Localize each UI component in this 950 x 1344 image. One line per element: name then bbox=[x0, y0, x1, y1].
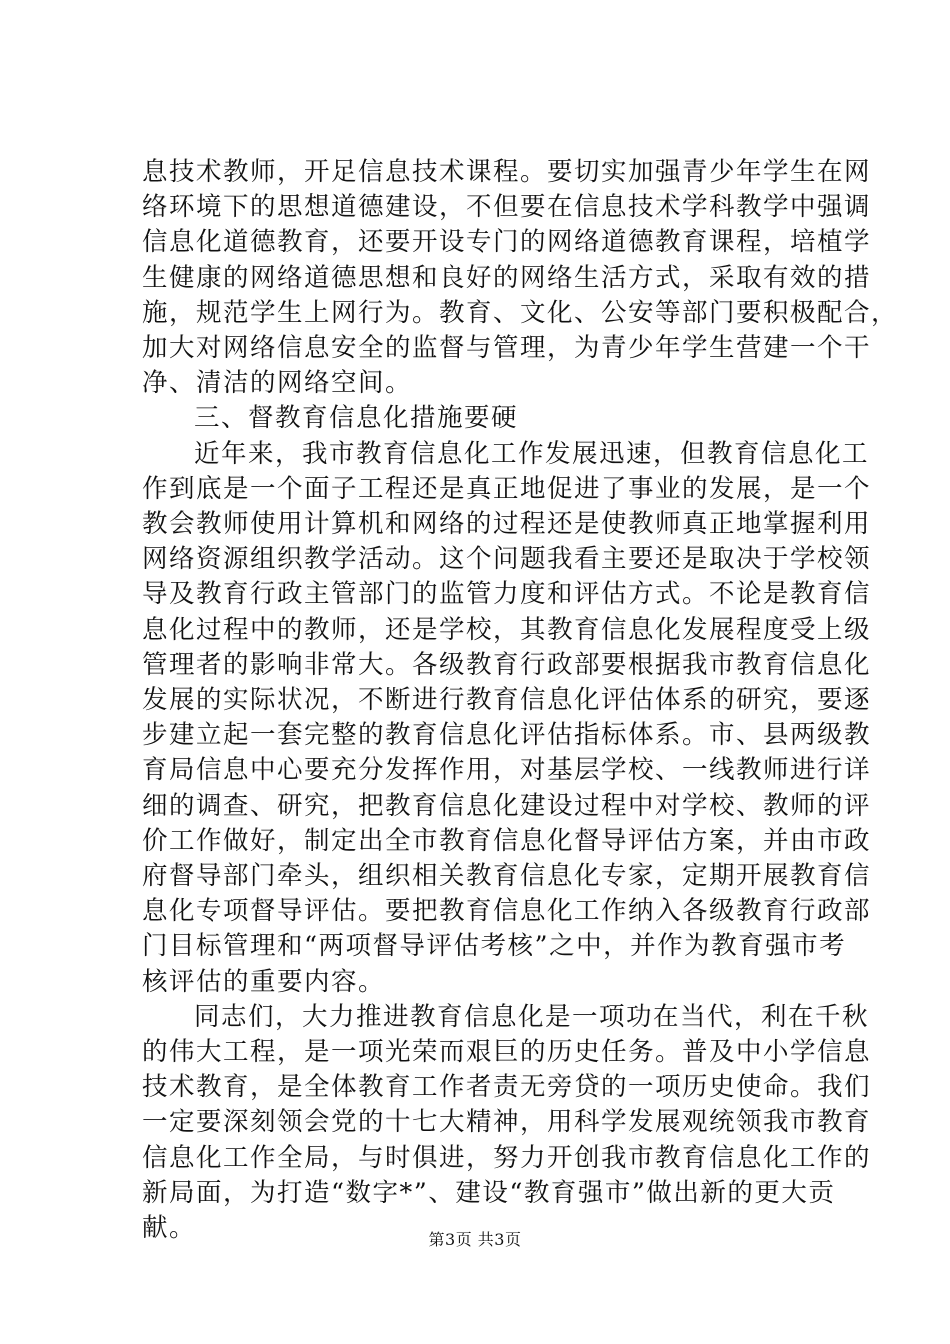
text-line: 加大对网络信息安全的监督与管理，为青少年学生营建一个干 bbox=[142, 333, 872, 364]
text-line: 技术教育，是全体教育工作者责无旁贷的一项历史使命。我们 bbox=[142, 1072, 872, 1103]
text-line: 一定要深刻领会党的十七大精神，用科学发展观统领我市教育 bbox=[142, 1107, 872, 1138]
text-line: 价工作做好，制定出全市教育信息化督导评估方案，并由市政 bbox=[142, 825, 872, 856]
text-line: 近年来，我市教育信息化工作发展迅速，但教育信息化工 bbox=[194, 438, 870, 469]
text-line: 新局面，为打造“数字*”、建设“教育强市”做出新的更大贡 bbox=[142, 1177, 836, 1208]
text-line: 息化专项督导评估。要把教育信息化工作纳入各级教育行政部 bbox=[142, 896, 872, 927]
text-line: 信息化道德教育，还要开设专门的网络道德教育课程，培植学 bbox=[142, 227, 872, 258]
text-line: 步建立起一套完整的教育信息化评估指标体系。市、县两级教 bbox=[142, 720, 872, 751]
text-line: 核评估的重要内容。 bbox=[142, 966, 386, 997]
text-line: 发展的实际状况，不断进行教育信息化评估体系的研究，要逐 bbox=[142, 685, 872, 716]
text-line: 献。 bbox=[142, 1213, 197, 1244]
text-line: 同志们，大力推进教育信息化是一项功在当代，利在千秋 bbox=[194, 1001, 870, 1032]
text-line: 净、清洁的网络空间。 bbox=[142, 368, 413, 399]
text-line: 网络资源组织教学活动。这个问题我看主要还是取决于学校领 bbox=[142, 544, 872, 575]
text-line: 教会教师使用计算机和网络的过程还是使教师真正地掌握利用 bbox=[142, 509, 872, 540]
text-line: 生健康的网络道德思想和良好的网络生活方式，采取有效的措 bbox=[142, 262, 872, 293]
text-line: 息化过程中的教师，还是学校，其教育信息化发展程度受上级 bbox=[142, 614, 872, 645]
text-line: 的伟大工程，是一项光荣而艰巨的历史任务。普及中小学信息 bbox=[142, 1037, 872, 1068]
text-line: 息技术教师，开足信息技术课程。要切实加强青少年学生在网 bbox=[142, 157, 872, 187]
text-line: 府督导部门牵头，组织相关教育信息化专家，定期开展教育信 bbox=[142, 861, 872, 892]
text-line: 信息化工作全局，与时俱进，努力开创我市教育信息化工作的 bbox=[142, 1142, 872, 1173]
document-body bbox=[142, 155, 899, 1246]
text-line: 门目标管理和“两项督导评估考核”之中，并作为教育强市考 bbox=[142, 931, 847, 962]
text-line: 络环境下的思想道德建设，不但要在信息技术学科教学中强调 bbox=[142, 192, 872, 223]
text-line: 施，规范学生上网行为。教育、文化、公安等部门要积极配合， bbox=[142, 297, 899, 328]
text-line: 作到底是一个面子工程还是真正地促进了事业的发展，是一个 bbox=[142, 473, 872, 504]
page-footer: 第3页 共3页 bbox=[428, 1230, 522, 1249]
text-line: 管理者的影响非常大。各级教育行政部要根据我市教育信息化 bbox=[142, 649, 872, 680]
text-line: 育局信息中心要充分发挥作用，对基层学校、一线教师进行详 bbox=[142, 755, 872, 786]
text-line: 细的调查、研究，把教育信息化建设过程中对学校、教师的评 bbox=[142, 790, 872, 821]
text-line: 三、督教育信息化措施要硬 bbox=[194, 403, 519, 434]
text-line: 导及教育行政主管部门的监管力度和评估方式。不论是教育信 bbox=[142, 579, 872, 610]
